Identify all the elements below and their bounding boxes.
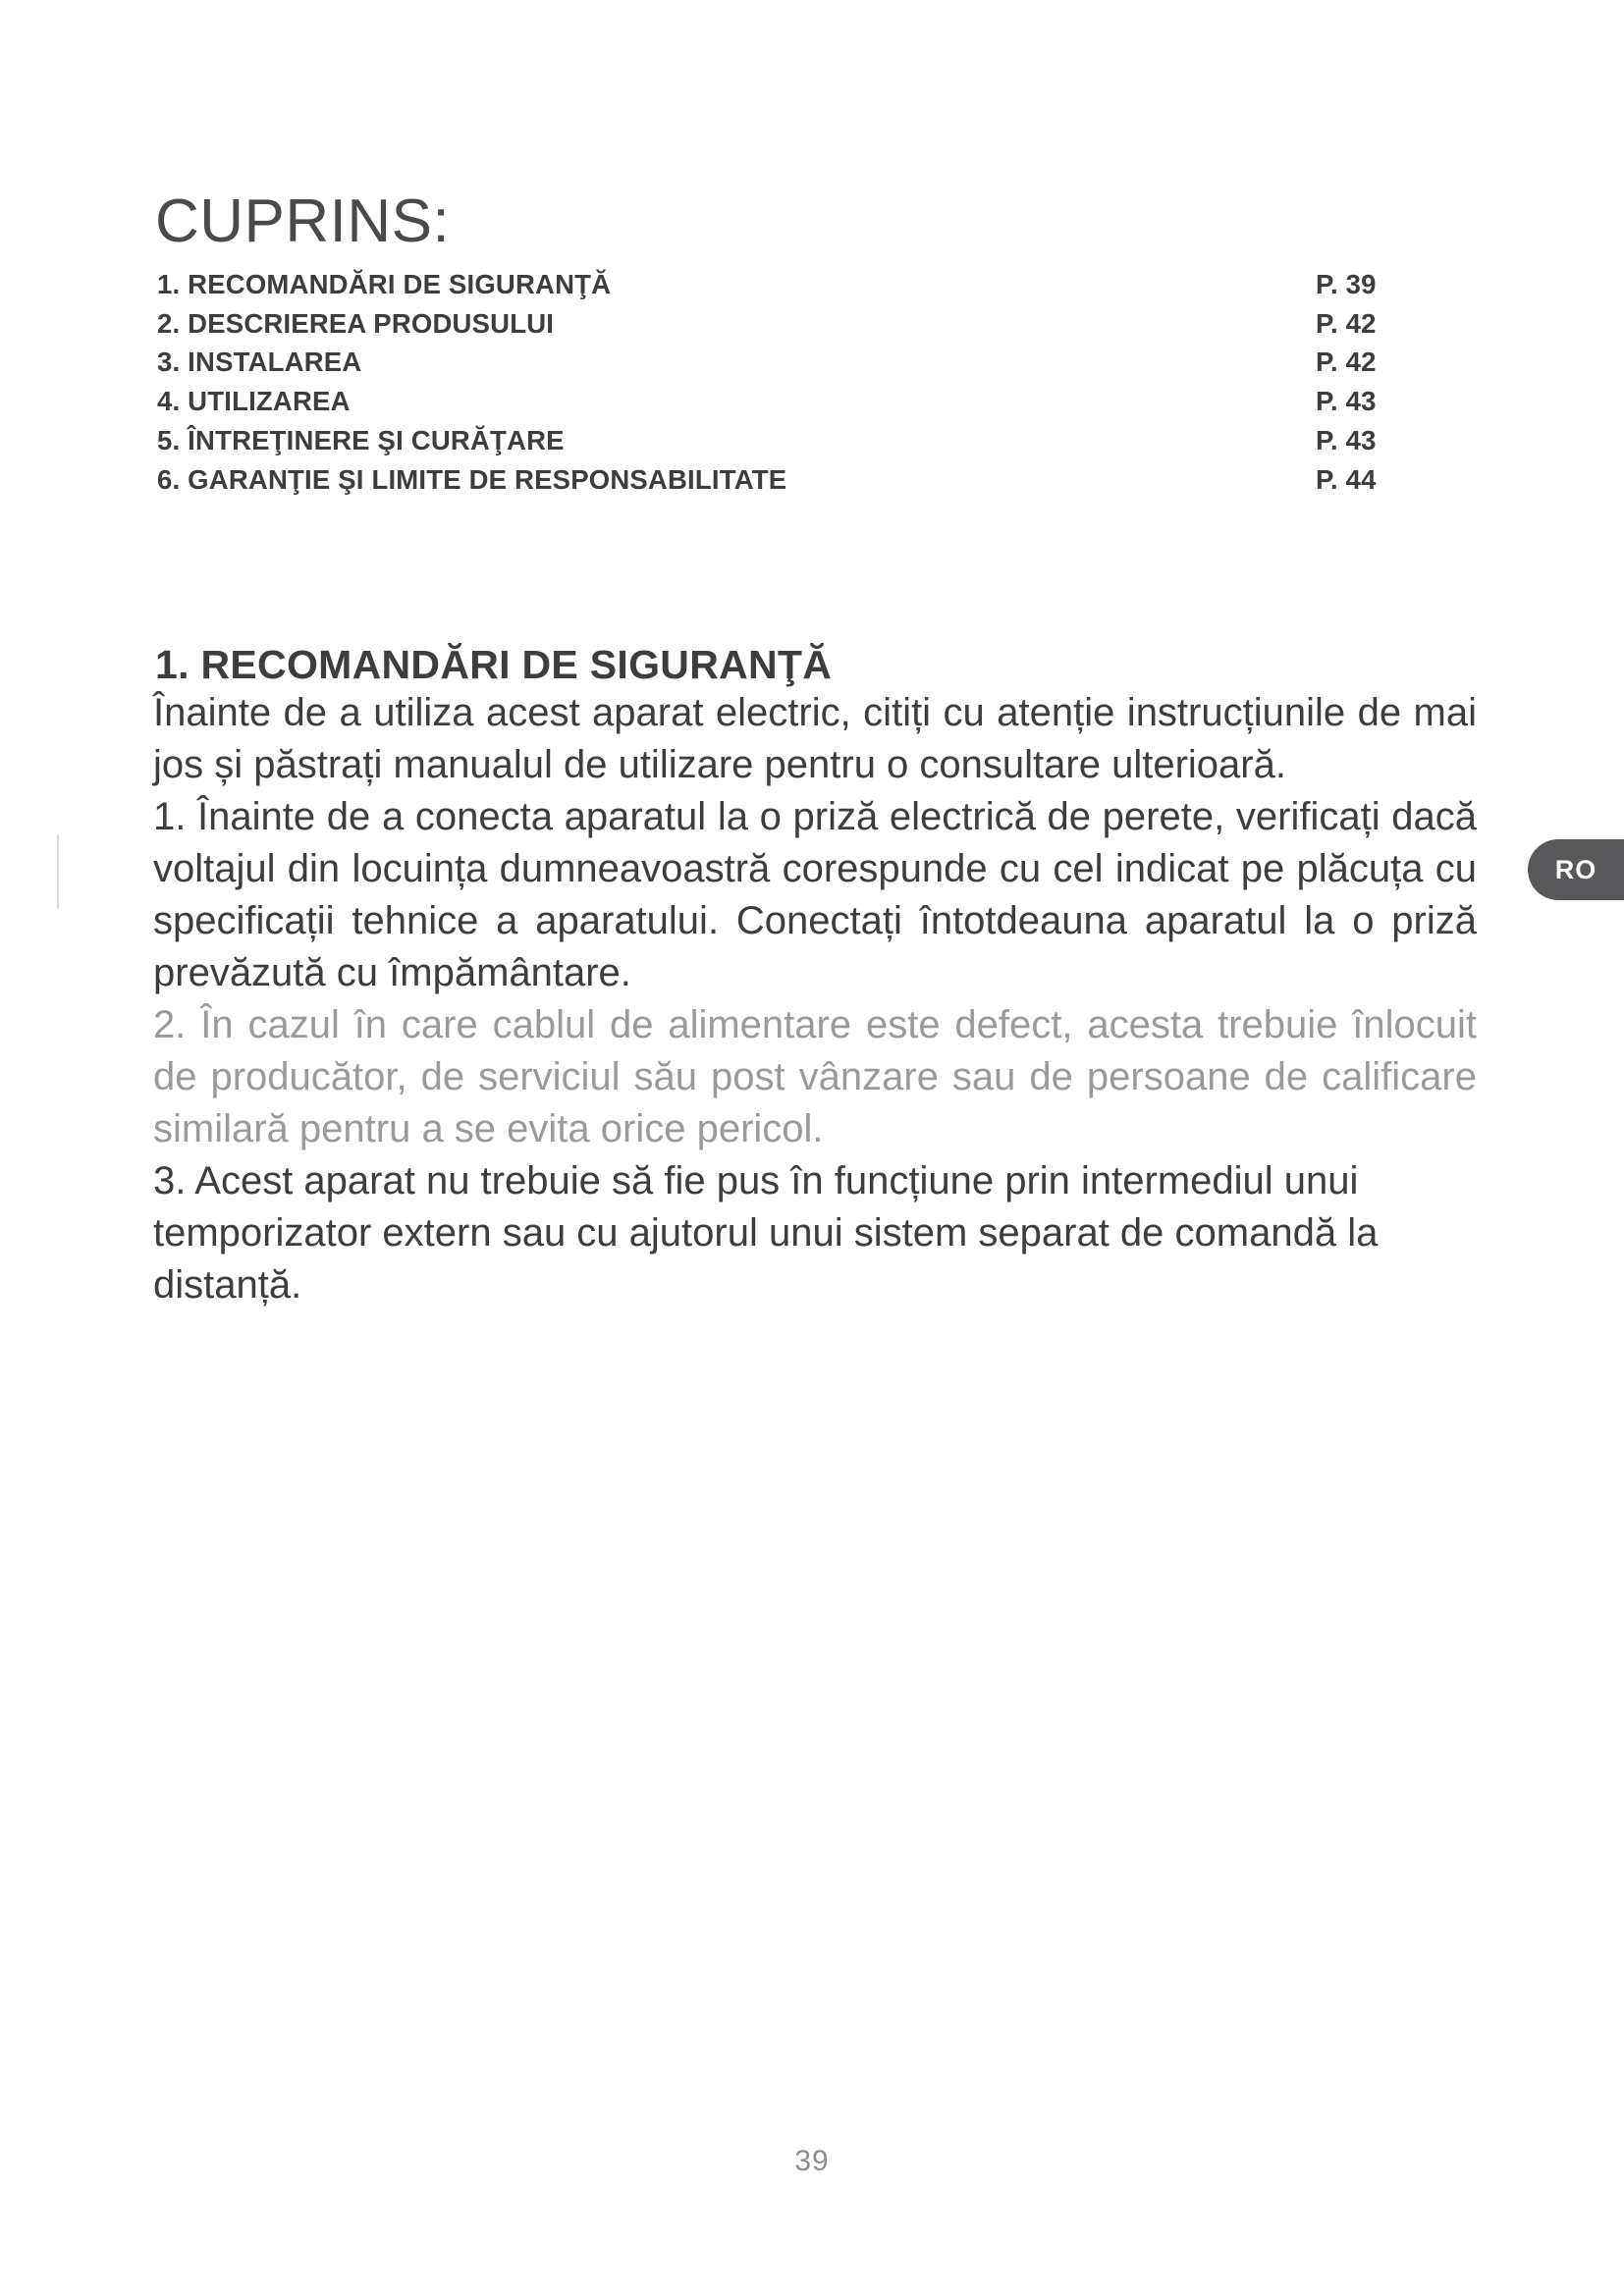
safety-item-1: 1. Înainte de a conecta aparatul la o priză electrică de perete, verificați dacă voltajul din locuința dumneavoastră corespunde cu cel indicat pe plăcuța cu specificații tehnice a aparatului. Conectați întotdeauna aparatul la o priză prevăzută cu împământare. [153,795,1477,994]
page-number: 39 [794,2145,830,2177]
safety-item-3: 3. Acest aparat nu trebuie să fie pus în funcțiune prin intermediul unui temporizator extern sau cu ajutorul unui sistem separat de comandă la distanță. [153,1159,1379,1307]
toc-entry[interactable] [157,343,1434,382]
toc-entry-page: P. 39 [1316,269,1377,299]
language-tab-ro: RO [1528,839,1624,900]
toc-entry-page: P. 44 [1316,463,1377,495]
toc-entry-page: P. 43 [1316,424,1377,455]
toc-entry[interactable] [157,304,1434,344]
intro-paragraph: Înainte de a utiliza acest aparat electric, citiți cu atenție instrucțiunile de mai jos și păstrați manualul de utilizare pentru o consultare ulterioară. [153,691,1477,786]
toc-entry-label: 6. GARANŢIE ŞI LIMITE DE RESPONSABILITATE [157,463,787,495]
toc-entry-label: 5. ÎNTREŢINERE ŞI CURĂŢARE [157,424,565,455]
toc-entry-label: 1. RECOMANDĂRI DE SIGURANŢĂ [157,269,612,299]
safety-item-2: 2. În cazul în care cablul de alimentare este defect, acesta trebuie înlocuit de producător, de serviciul său post vânzare sau de persoane de calificare similară pentru a se evita orice pericol. [153,1003,1477,1150]
toc-entry-label: 2. DESCRIEREA PRODUSULUI [157,307,555,339]
page-edge-mark [57,834,59,909]
section-body [153,687,1477,1311]
toc-entry-label: 3. INSTALAREA [157,347,362,378]
section-heading: 1. RECOMANDĂRI DE SIGURANŢĂ [155,642,833,688]
toc-entry[interactable] [157,265,1434,304]
table-of-contents [157,265,1434,499]
toc-entry[interactable] [157,460,1434,500]
toc-entry-page: P. 42 [1316,307,1377,339]
page-title: CUPRINS: [155,187,451,255]
toc-entry-page: P. 43 [1316,386,1377,417]
toc-entry-label: 4. UTILIZAREA [157,386,351,417]
toc-entry[interactable] [157,382,1434,421]
toc-entry[interactable] [157,421,1434,460]
toc-entry-page: P. 42 [1316,347,1377,378]
